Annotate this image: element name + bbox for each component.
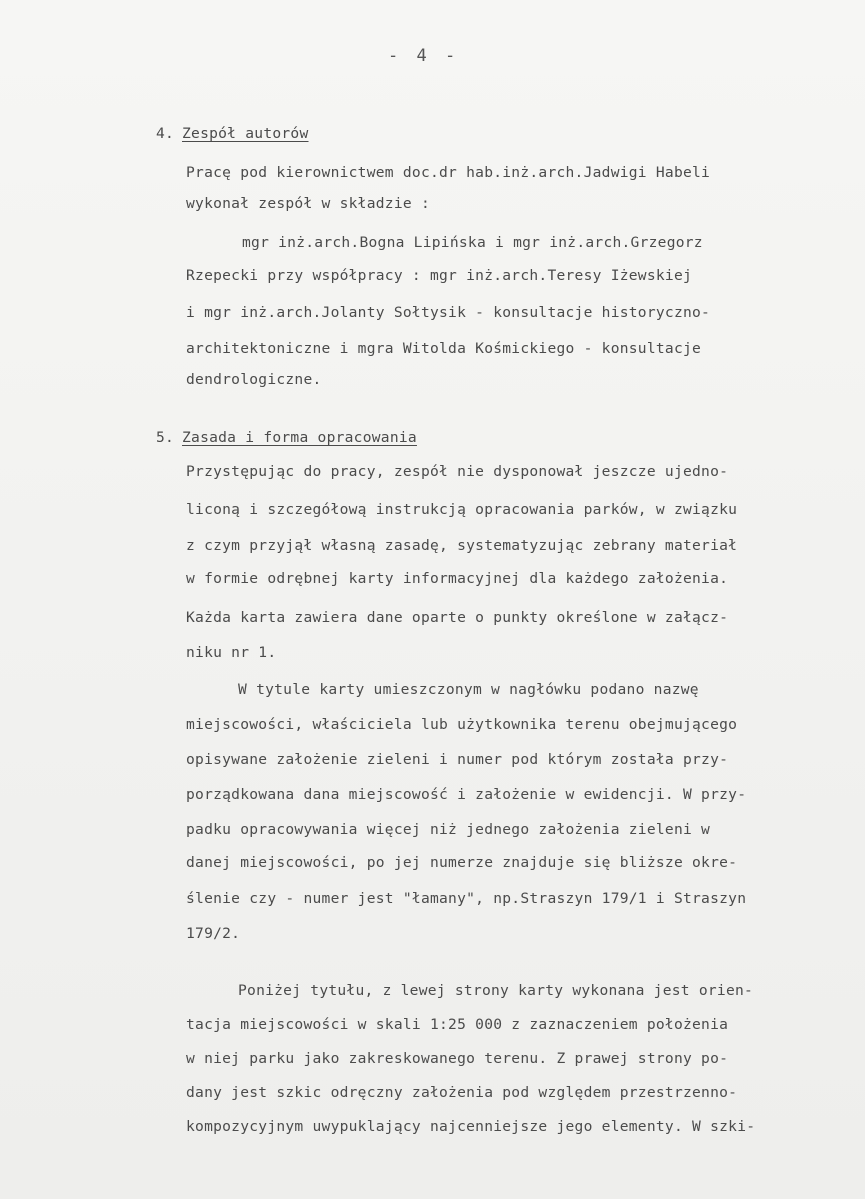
text-line: padku opracowywania więcej niż jednego założenia zieleni w (186, 821, 711, 838)
text-line: wykonał zespół w składzie : (186, 195, 430, 212)
section-number: 4. (156, 125, 175, 142)
section-heading-4 (156, 124, 309, 144)
text-line: niku nr 1. (186, 644, 277, 661)
section-title: Zasada i forma opracowania (182, 429, 417, 446)
text-line: kompozycyjnym uwypuklający najcenniejsze jego elementy. W szki- (186, 1118, 756, 1135)
section-number: 5. (156, 429, 175, 446)
text-line: z czym przyjął własną zasadę, systematyzując zebrany materiał (186, 537, 738, 554)
text-line: dany jest szkic odręczny założenia pod względem przestrzenno- (186, 1084, 738, 1101)
text-line: Rzepecki przy współpracy : mgr inż.arch.Teresy Iżewskiej (186, 267, 693, 284)
text-line: miejscowości, właściciela lub użytkownika terenu obejmującego (186, 716, 738, 733)
text-line: liconą i szczegółową instrukcją opracowania parków, w związku (186, 501, 738, 518)
text-line: danej miejscowości, po jej numerze znajduje się bliższe okre- (186, 854, 738, 871)
text-line: W tytule karty umieszczonym w nagłówku podano nazwę (238, 681, 699, 698)
page-number: - 4 - (388, 46, 460, 66)
text-line: i mgr inż.arch.Jolanty Sołtysik - konsultacje historyczno- (186, 304, 711, 321)
text-line: w niej parku jako zakreskowanego terenu. Z prawej strony po- (186, 1050, 729, 1067)
text-line: w formie odrębnej karty informacyjnej dla każdego założenia. (186, 570, 729, 587)
text-line: mgr inż.arch.Bogna Lipińska i mgr inż.arch.Grzegorz (242, 234, 703, 251)
text-line: 179/2. (186, 925, 241, 942)
section-title: Zespół autorów (182, 125, 309, 142)
text-line: tacja miejscowości w skali 1:25 000 z zaznaczeniem położenia (186, 1016, 729, 1033)
text-line: architektoniczne i mgra Witolda Kośmickiego - konsultacje (186, 340, 702, 357)
text-line: Poniżej tytułu, z lewej strony karty wykonana jest orien- (238, 982, 754, 999)
text-line: Pracę pod kierownictwem doc.dr hab.inż.arch.Jadwigi Habeli (186, 164, 711, 181)
text-line: Przystępując do pracy, zespół nie dysponował jeszcze ujedno- (186, 463, 729, 480)
text-line: opisywane założenie zieleni i numer pod którym została przy- (186, 751, 729, 768)
text-line: dendrologiczne. (186, 371, 322, 388)
section-heading-5 (156, 428, 417, 448)
text-line: ślenie czy - numer jest "łamany", np.Straszyn 179/1 i Straszyn (186, 890, 747, 907)
text-line: Każda karta zawiera dane oparte o punkty określone w załącz- (186, 609, 729, 626)
text-line: porządkowana dana miejscowość i założenie w ewidencji. W przy- (186, 786, 747, 803)
